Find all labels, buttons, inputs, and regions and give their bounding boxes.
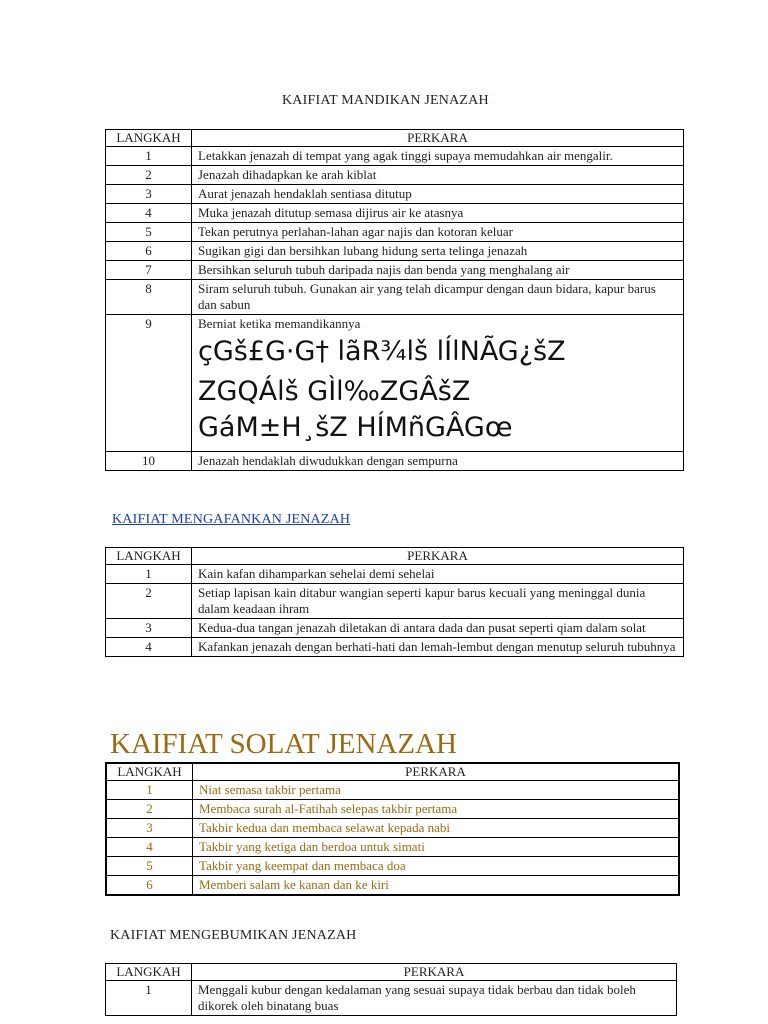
table-header-row	[106, 130, 684, 147]
step-number: 1	[106, 565, 192, 584]
header-langkah: LANGKAH	[106, 763, 193, 781]
step-text: Sugikan gigi dan bersihkan lubang hidung serta telinga jenazah	[192, 242, 684, 261]
table-row	[106, 147, 684, 166]
step-number: 2	[106, 166, 192, 185]
step-number: 2	[106, 584, 192, 619]
table-header-row	[106, 548, 684, 565]
step-text: Muka jenazah ditutup semasa dijirus air ke atasnya	[192, 204, 684, 223]
step-text: Aurat jenazah hendaklah sentiasa ditutup	[192, 185, 684, 204]
section-title-mandikan: KAIFIAT MANDIKAN JENAZAH	[282, 93, 489, 108]
table-header-row	[106, 964, 677, 981]
step-text: Menggali kubur dengan kedalaman yang sesuai supaya tidak berbau dan tidak boleh dikorek oleh binatang buas	[192, 981, 677, 1016]
table-row	[106, 638, 684, 657]
section-title-mengebumikan: KAIFIAT MENGEBUMIKAN JENAZAH	[110, 928, 357, 943]
step-text: Kain kafan dihamparkan sehelai demi sehelai	[192, 565, 684, 584]
step-number: 3	[106, 619, 192, 638]
step-text: Bersihkan seluruh tubuh daripada najis dan benda yang menghalang air	[192, 261, 684, 280]
step-text-with-garbled	[192, 315, 684, 452]
step-number: 4	[106, 838, 193, 857]
step-number: 5	[106, 223, 192, 242]
table-row	[106, 223, 684, 242]
header-langkah: LANGKAH	[106, 130, 192, 147]
step-number: 10	[106, 452, 192, 471]
table-header-row	[106, 763, 679, 781]
table-row	[106, 857, 679, 876]
garbled-arabic-line: ZGQÁlš GÌl‰ZGÂšZ	[198, 376, 471, 407]
step-text: Memberi salam ke kanan dan ke kiri	[193, 876, 680, 896]
step-number: 3	[106, 185, 192, 204]
step-text: Tekan perutnya perlahan-lahan agar najis dan kotoran keluar	[192, 223, 684, 242]
step-number: 4	[106, 204, 192, 223]
step-text: Takbir yang ketiga dan berdoa untuk simati	[193, 838, 680, 857]
header-langkah: LANGKAH	[106, 964, 192, 981]
table-row	[106, 452, 684, 471]
step-number: 1	[106, 781, 193, 800]
table-mengebumikan	[105, 963, 677, 1016]
step-number: 9	[106, 315, 192, 452]
step-number: 8	[106, 280, 192, 315]
garbled-arabic-line: GáM±H¸šZ HÍMñGÂGœ	[198, 412, 513, 443]
step-number: 7	[106, 261, 192, 280]
table-row	[106, 619, 684, 638]
step-text: Membaca surah al-Fatihah selepas takbir pertama	[193, 800, 680, 819]
step-text: Kedua-dua tangan jenazah diletakan di antara dada dan pusat seperti qiam dalam solat	[192, 619, 684, 638]
step-number: 1	[106, 981, 192, 1016]
table-row	[106, 204, 684, 223]
table-mengafankan	[105, 547, 684, 657]
step-text: Takbir kedua dan membaca selawat kepada nabi	[193, 819, 680, 838]
table-row	[106, 819, 679, 838]
table-row	[106, 242, 684, 261]
step-text: Siram seluruh tubuh. Gunakan air yang telah dicampur dengan daun bidara, kapur barus dan sabun	[192, 280, 684, 315]
table-row	[106, 261, 684, 280]
step-text: Kafankan jenazah dengan berhati-hati dan lemah-lembut dengan menutup seluruh tubuhnya	[192, 638, 684, 657]
step-number: 5	[106, 857, 193, 876]
table-row	[106, 781, 679, 800]
step-number: 2	[106, 800, 193, 819]
step-text: Takbir yang keempat dan membaca doa	[193, 857, 680, 876]
table-row	[106, 584, 684, 619]
step-text: Berniat ketika memandikannya	[198, 316, 361, 331]
table-row	[106, 981, 677, 1016]
garbled-arabic-line: çGš£G·G† lãR¾lš lÍlNÃG¿šZ	[198, 336, 566, 367]
table-row	[106, 280, 684, 315]
step-text: Jenazah hendaklah diwudukkan dengan sempurna	[192, 452, 684, 471]
step-text: Letakkan jenazah di tempat yang agak tinggi supaya memudahkan air mengalir.	[192, 147, 684, 166]
table-row	[106, 800, 679, 819]
section-title-mengafankan-link[interactable]: KAIFIAT MENGAFANKAN JENAZAH	[112, 512, 351, 527]
header-perkara: PERKARA	[192, 548, 684, 565]
step-text: Setiap lapisan kain ditabur wangian seperti kapur barus kecuali yang meninggal dunia dalam keadaan ihram	[192, 584, 684, 619]
step-number: 4	[106, 638, 192, 657]
table-row	[106, 838, 679, 857]
table-row	[106, 185, 684, 204]
header-perkara: PERKARA	[192, 130, 684, 147]
step-number: 1	[106, 147, 192, 166]
header-perkara: PERKARA	[193, 763, 680, 781]
step-number: 6	[106, 876, 193, 896]
step-text: Niat semasa takbir pertama	[193, 781, 680, 800]
table-row	[106, 166, 684, 185]
table-row	[106, 565, 684, 584]
table-row	[106, 876, 679, 896]
step-number: 3	[106, 819, 193, 838]
header-langkah: LANGKAH	[106, 548, 192, 565]
table-mandikan	[105, 129, 684, 471]
step-number: 6	[106, 242, 192, 261]
table-row	[106, 315, 684, 452]
table-solat	[105, 762, 680, 896]
header-perkara: PERKARA	[192, 964, 677, 981]
step-text: Jenazah dihadapkan ke arah kiblat	[192, 166, 684, 185]
section-title-solat: KAIFIAT SOLAT JENAZAH	[110, 728, 457, 760]
